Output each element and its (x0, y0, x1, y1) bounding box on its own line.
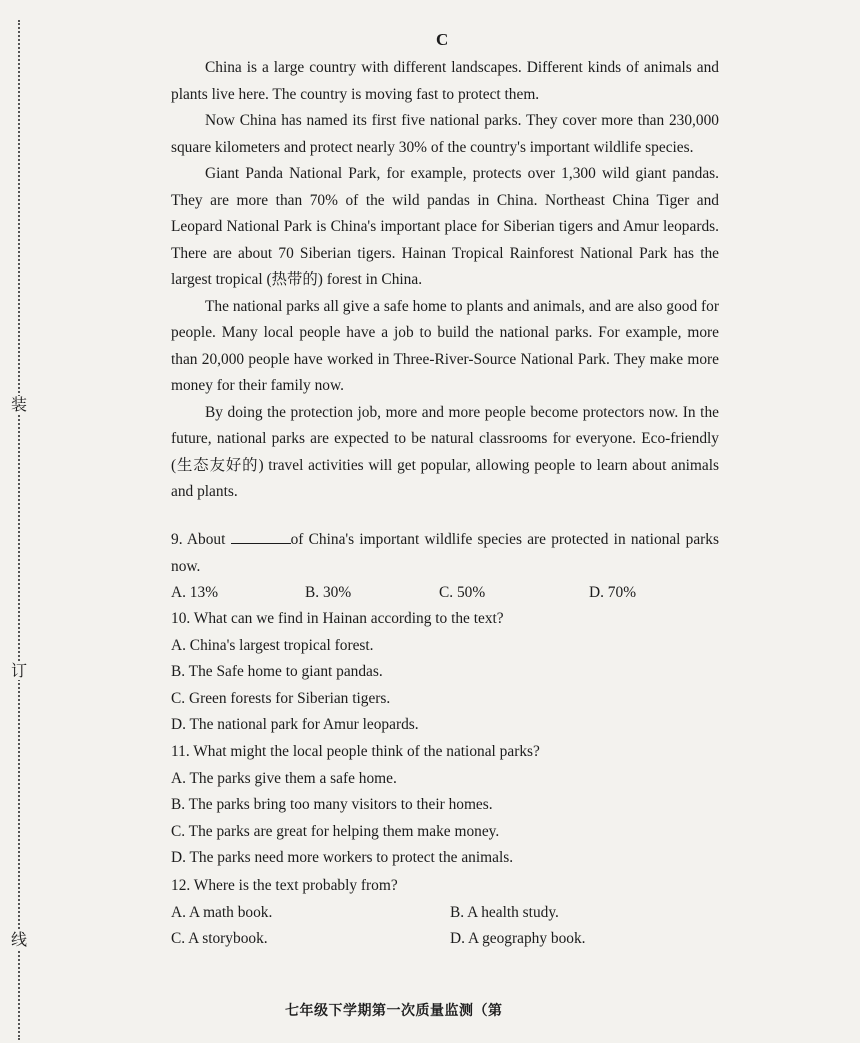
option-a: A. China's largest tropical forest. (171, 636, 374, 654)
options-row (171, 580, 731, 607)
question-10 (171, 606, 731, 739)
option-a: A. The parks give them a safe home. (171, 769, 397, 787)
passage-paragraph: China is a large country with different landscapes. Different kinds of animals and plants live here. The country is moving fast to protect them. (171, 59, 719, 103)
options-row (171, 900, 731, 953)
binding-line (18, 20, 20, 1040)
answer-blank (231, 529, 291, 544)
question-stem: 11. What might the local people think of the national parks? (171, 743, 540, 760)
binding-char-xian: 线 (10, 930, 27, 949)
option-d: D. The national park for Amur leopards. (171, 716, 419, 733)
option-a: A. 13% (171, 584, 219, 601)
option-b: B. The parks bring too many visitors to their homes. (171, 796, 493, 813)
question-stem: 10. What can we find in Hainan according to the text? (171, 610, 504, 627)
option-b: B. The Safe home to giant pandas. (171, 663, 383, 680)
question-stem-start: 9. About (171, 531, 231, 548)
passage-paragraph: By doing the protection job, more and more people become protectors now. In the future, national parks are expected to be natural classrooms for everyone. Eco-friendly (生态友好的) travel activities will get popular, allowing people to learn about animals and plants. (171, 403, 719, 500)
question-stem: 12. Where is the text probably from? (171, 877, 398, 894)
option-c: C. The parks are great for helping them make money. (171, 822, 500, 840)
passage-paragraph: Giant Panda National Park, for example, protects over 1,300 wild giant pandas. They are more than 70% of the wild pandas in China. Northeast China Tiger and Leopard National Park is China's important place for Siberian tigers and Amur leopards. There are about 70 Siberian tigers. Hainan Tropical Rainforest National Park has the largest tropical (热带的) forest in China. (171, 165, 719, 288)
question-stem-end: of China's important wildlife species are protected in national parks now. (171, 531, 719, 575)
binding-char-ding: 订 (10, 661, 27, 680)
question-stem (171, 527, 719, 580)
section-letter: C (436, 30, 449, 49)
option-b: B. A health study. (450, 903, 559, 921)
question-9 (171, 527, 731, 607)
reading-passage (171, 55, 719, 506)
passage-paragraph: Now China has named its first five national parks. They cover more than 230,000 square kilometers and protect nearly 30% of the country's important wildlife species. (171, 112, 719, 156)
binding-char-zhuang: 装 (10, 395, 27, 414)
question-12 (171, 873, 731, 953)
option-d: D. 70% (589, 584, 637, 601)
option-c: C. 50% (439, 584, 486, 601)
option-d: D. A geography book. (450, 930, 586, 947)
question-11 (171, 739, 731, 872)
passage-paragraph: The national parks all give a safe home to plants and animals, and are also good for people. Many local people have a job to build the national parks. For example, more than 20,000 people have worked in Three-River-Source National Park. They make more money for their family now. (171, 297, 719, 394)
option-b: B. 30% (305, 584, 352, 601)
option-d: D. The parks need more workers to protect the animals. (171, 849, 514, 866)
option-a: A. A math book. (171, 903, 273, 921)
page-footer: 七年级下学期第一次质量监测（第 (285, 1003, 503, 1019)
option-c: C. A storybook. (171, 930, 268, 947)
option-c: C. Green forests for Siberian tigers. (171, 689, 391, 707)
